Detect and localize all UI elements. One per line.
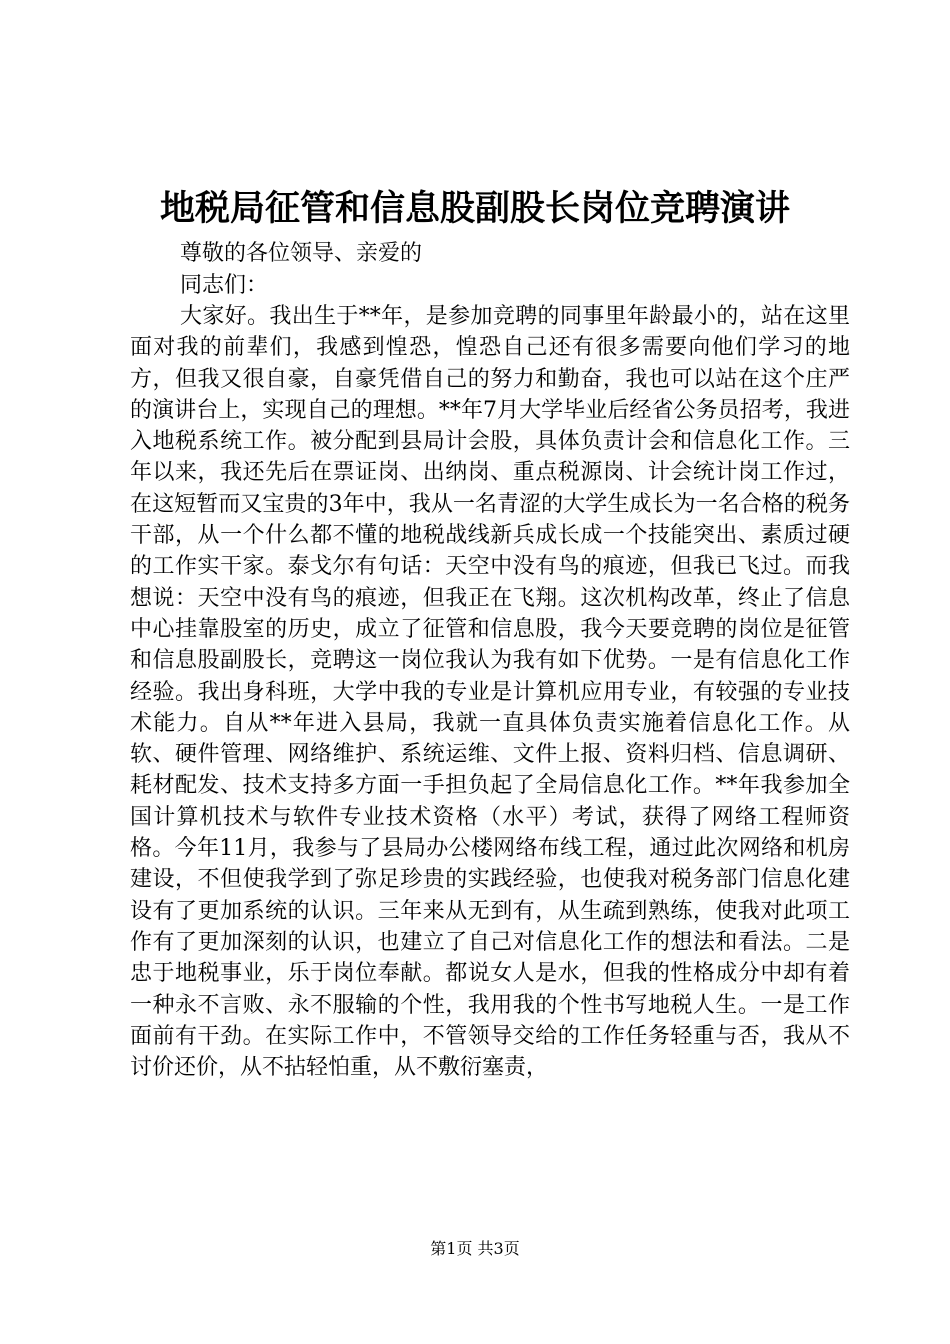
page-footer: 第1页 共3页: [430, 1239, 520, 1258]
salutation-line-2: 同志们：: [180, 273, 269, 298]
salutation-line-1: 尊敬的各位领导、亲爱的: [180, 241, 423, 266]
body-paragraph: 大家好。我出生于**年，是参加竞聘的同事里年龄最小的，站在这里面对我的前辈们，我感到惶恐，惶恐自己还有很多需要向他们学习的地方，但我又很自豪，自豪凭借自己的努力和勤奋，我也可以站在这个庄严的演讲台上，实现自己的理想。**年7月大学毕业后经省公务员招考，我进入地税系统工作。被分配到县局计会股，具体负责计会和信息化工作。三年以来，我还先后在票证岗、出纳岗、重点税源岗、计会统计岗工作过，在这短暂而又宝贵的3年中，我从一名青涩的大学生成长为一名合格的税务干部，从一个什么都不懂的地税战线新兵成长成一个技能突出、素质过硬的工作实干家。泰戈尔有句话：天空中没有鸟的痕迹，但我已飞过。而我想说：天空中没有鸟的痕迹，但我正在飞翔。这次机构改革，终止了信息中心挂靠股室的历史，成立了征管和信息股，我今天要竞聘的岗位是征管和信息股副股长，竞聘这一岗位我认为我有如下优势。一是有信息化工作经验。我出身科班，大学中我的专业是计算机应用专业，有较强的专业技术能力。自从**年进入县局，我就一直具体负责实施着信息化工作。从软、硬件管理、网络维护、系统运维、文件上报、资料归档、信息调研、耗材配发、技术支持多方面一手担负起了全局信息化工作。**年我参加全国计算机技术与软件专业技术资格（水平）考试，获得了网络工程师资格。今年11月，我参与了县局办公楼网络布线工程，通过此次网络和机房建设，不但使我学到了弥足珍贵的实践经验，也使我对税务部门信息化建设有了更加系统的认识。三年来从无到有，从生疏到熟练，使我对此项工作有了更加深刻的认识，也建立了自己对信息化工作的想法和看法。二是忠于地税事业，乐于岗位奉献。都说女人是水，但我的性格成分中却有着一种永不言败、永不服输的个性，我用我的个性书写地税人生。一是工作面前有干劲。在实际工作中，不管领导交给的工作任务轻重与否，我从不讨价还价，从不拈轻怕重，从不敷衍塞责，: [130, 304, 850, 1081]
document-title: 地税局征管和信息股副股长岗位竞聘演讲: [159, 188, 790, 229]
